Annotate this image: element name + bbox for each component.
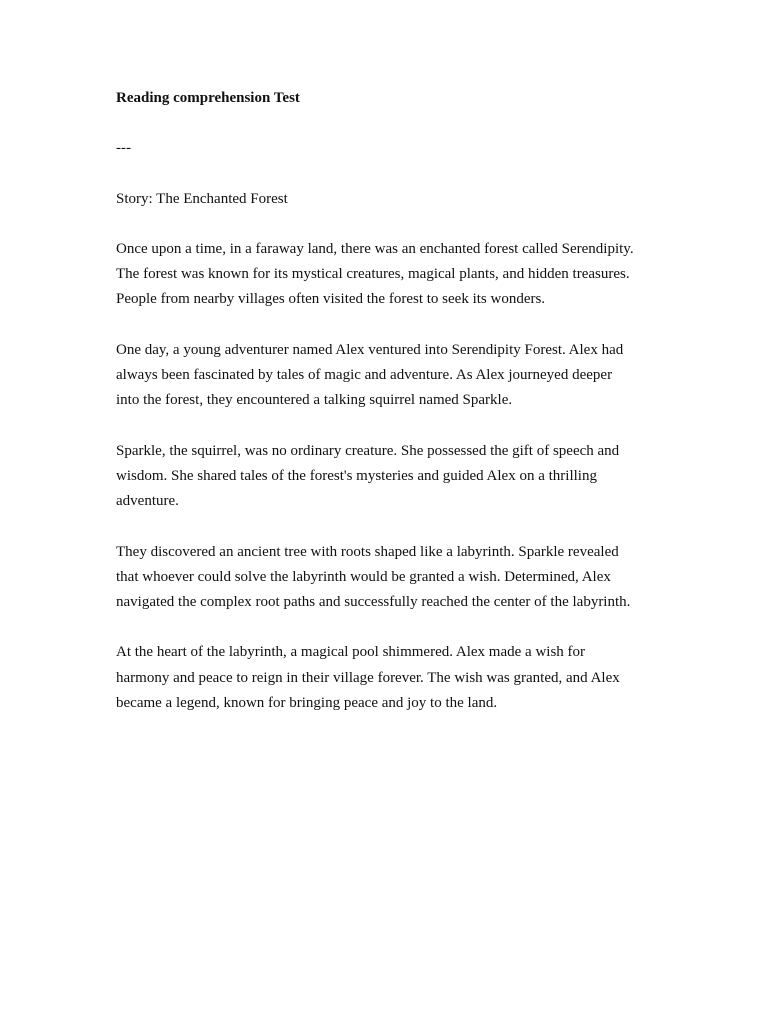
paragraph-line: that whoever could solve the labyrinth would be granted a wish. Determined, Alex — [116, 568, 611, 585]
paragraph-line: Sparkle, the squirrel, was no ordinary creature. She possessed the gift of speech and — [116, 442, 620, 459]
paragraph-line: navigated the complex root paths and successfully reached the center of the labyrinth. — [116, 594, 631, 611]
paragraph-line: harmony and peace to reign in their village forever. The wish was granted, and Alex — [116, 669, 620, 686]
paragraph-line: became a legend, known for bringing peace and joy to the land. — [116, 695, 498, 712]
paragraph-line: One day, a young adventurer named Alex ventured into Serendipity Forest. Alex had — [116, 341, 624, 358]
paragraph-line: At the heart of the labyrinth, a magical pool shimmered. Alex made a wish for — [116, 644, 586, 661]
paragraph-1 — [116, 237, 676, 313]
story-heading: Story: The Enchanted Forest — [116, 190, 288, 207]
paragraph-4 — [116, 540, 676, 616]
paragraph-line: into the forest, they encountered a talking squirrel named Sparkle. — [116, 392, 513, 409]
paragraph-line: People from nearby villages often visited the forest to seek its wonders. — [116, 291, 546, 308]
paragraph-line: wisdom. She shared tales of the forest's mysteries and guided Alex on a thrilling — [116, 467, 597, 484]
paragraph-5 — [116, 640, 676, 716]
document-title: Reading comprehension Test — [116, 90, 300, 106]
separator-line: --- — [116, 140, 131, 157]
paragraph-3 — [116, 439, 676, 515]
document-page — [116, 86, 676, 741]
paragraph-line: The forest was known for its mystical creatures, magical plants, and hidden treasures. — [116, 266, 630, 283]
paragraph-line: adventure. — [116, 493, 179, 510]
paragraph-line: always been fascinated by tales of magic and adventure. As Alex journeyed deeper — [116, 367, 613, 384]
paragraph-line: Once upon a time, in a faraway land, there was an enchanted forest called Serendipity. — [116, 240, 634, 257]
paragraph-2 — [116, 338, 676, 414]
paragraph-line: They discovered an ancient tree with roots shaped like a labyrinth. Sparkle revealed — [116, 543, 619, 560]
